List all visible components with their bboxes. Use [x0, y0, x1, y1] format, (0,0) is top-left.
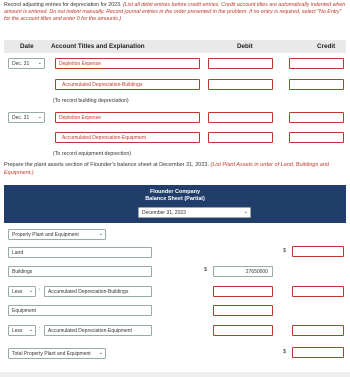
section-heading-select[interactable]: Property Plant and Equipment ⌄ [8, 229, 106, 240]
entry2-debit-amount[interactable] [208, 112, 273, 123]
equipment-amount-field[interactable] [213, 305, 273, 316]
total-amount-field[interactable] [292, 347, 344, 358]
entry2-credit-line-credit-amount[interactable] [289, 132, 344, 143]
dollar-sign-land-total: $ [283, 248, 287, 254]
chevron-down-icon: ⌄ [98, 231, 103, 237]
entry1-debit-amount[interactable] [208, 58, 273, 69]
less1-amount-field[interactable] [213, 286, 273, 297]
prepare-instructions: Prepare the plant assets section of Flounder's balance sheet at December 31, 2023. (List Plant Assets in order of Land, Buildings and Equipment.) [4, 162, 329, 176]
total-select[interactable]: Total Property Plant and Equipment ⌄ [8, 348, 106, 359]
chevron-down-icon: ⌄ [243, 209, 248, 215]
credit-column-header: Credit [317, 43, 336, 50]
company-name: Flounder Company [149, 189, 201, 195]
entry2-debit-account-field[interactable]: Depletion Expense [55, 112, 200, 123]
chevron-down-icon: ⌄ [37, 114, 42, 120]
less2-account-field[interactable]: Accumulated Depreciation-Equipment [44, 325, 152, 336]
land-account-field[interactable]: Land [8, 247, 152, 258]
colon: : [39, 287, 41, 293]
statement-title: Balance Sheet (Partial) [145, 196, 205, 202]
entry1-credit-line-debit-amount[interactable] [208, 79, 273, 90]
instructions: Record adjusting entries for depreciation for 2023. (List all debit entries before credit entries. Credit account titles are automatically indented when amount is entered. Do not indent manually. Record journal entries in the order presented in the problem. If no entry is required, select "No Entry" for the account titles and enter 0 for the amounts.) [4, 2, 346, 22]
entry1-credit-line-credit-amount[interactable] [289, 79, 344, 90]
buildings-net-field[interactable] [292, 286, 344, 297]
buildings-account-field[interactable]: Buildings [8, 266, 152, 277]
statement-date-select[interactable]: December 31, 2023 ⌄ [138, 207, 251, 218]
buildings-amount-field[interactable]: 27650000 [213, 266, 273, 277]
entry2-note: (To record equipment deprection) [53, 151, 132, 157]
entry1-credit-account-field[interactable]: Accumulated Depreciation-Buildings [55, 79, 200, 90]
entry1-credit-amount[interactable] [289, 58, 344, 69]
account-column-header: Account Titles and Explanation [51, 43, 145, 50]
land-total-field[interactable] [292, 246, 344, 257]
equipment-net-field[interactable] [292, 325, 344, 336]
entry1-note: (To record building depreciation) [53, 98, 129, 104]
equipment-account-field[interactable]: Equipment [8, 305, 152, 316]
date-column-header: Date [20, 43, 34, 50]
chevron-down-icon: ⌄ [28, 327, 33, 333]
less2-select[interactable]: Less ⌄ [8, 325, 36, 336]
entry1-date-select[interactable]: Dec. 31 ⌄ [8, 58, 45, 69]
chevron-down-icon: ⌄ [28, 288, 33, 294]
chevron-down-icon: ⌄ [37, 60, 42, 66]
entry1-debit-account-field[interactable]: Depletion Expense [55, 58, 200, 69]
colon: : [39, 326, 41, 332]
journal-header [4, 40, 346, 53]
less2-amount-field[interactable] [213, 325, 273, 336]
less1-account-field[interactable]: Accumulated Depreciation-Buildings [44, 286, 152, 297]
entry2-credit-account-field[interactable]: Accumulated Depreciation-Equipment [55, 132, 200, 143]
dollar-sign-total: $ [283, 349, 287, 355]
less1-select[interactable]: Less ⌄ [8, 286, 36, 297]
dollar-sign: $ [204, 267, 208, 273]
chevron-down-icon: ⌄ [98, 350, 103, 356]
entry2-credit-line-debit-amount[interactable] [208, 132, 273, 143]
entry2-credit-amount[interactable] [289, 112, 344, 123]
horizontal-scrollbar[interactable] [0, 372, 350, 377]
entry2-date-select[interactable]: Dec. 31 ⌄ [8, 112, 45, 123]
debit-column-header: Debit [237, 43, 253, 50]
